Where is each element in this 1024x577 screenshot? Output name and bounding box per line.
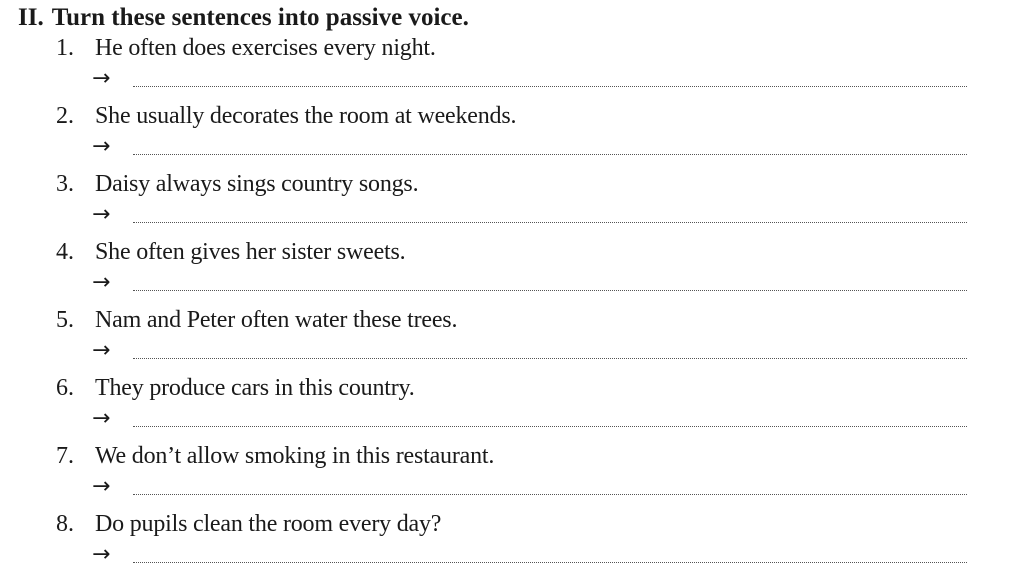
arrow-icon: → [92,134,111,159]
exercise-item-6 [0,373,1024,441]
item-sentence: They produce cars in this country. [95,375,415,401]
answer-line[interactable] [133,426,967,427]
exercise-item-1 [0,33,1024,101]
answer-line[interactable] [133,562,967,563]
answer-line[interactable] [133,494,967,495]
answer-line[interactable] [133,222,967,223]
arrow-icon: → [92,66,111,91]
arrow-icon: → [92,542,111,567]
exercise-item-7 [0,441,1024,509]
item-sentence: She usually decorates the room at weekends. [95,103,517,129]
answer-line[interactable] [133,358,967,359]
item-number: 8. [56,511,74,537]
item-sentence: Nam and Peter often water these trees. [95,307,458,333]
item-sentence: Do pupils clean the room every day? [95,511,442,537]
section-heading [18,2,469,34]
arrow-icon: → [92,270,111,295]
exercise-item-5 [0,305,1024,373]
answer-line[interactable] [133,86,967,87]
arrow-icon: → [92,338,111,363]
item-number: 2. [56,103,74,129]
item-sentence: She often gives her sister sweets. [95,239,406,265]
exercise-item-4 [0,237,1024,305]
arrow-icon: → [92,474,111,499]
arrow-icon: → [92,406,111,431]
exercise-item-8 [0,509,1024,577]
item-sentence: We don’t allow smoking in this restaurant. [95,443,495,469]
item-number: 4. [56,239,74,265]
item-number: 3. [56,171,74,197]
item-number: 5. [56,307,74,333]
answer-line[interactable] [133,290,967,291]
item-number: 1. [56,35,74,61]
section-number: II. [18,4,44,31]
arrow-icon: → [92,202,111,227]
item-number: 7. [56,443,74,469]
answer-line[interactable] [133,154,967,155]
exercise-item-3 [0,169,1024,237]
item-sentence: Daisy always sings country songs. [95,171,419,197]
item-number: 6. [56,375,74,401]
exercise-item-2 [0,101,1024,169]
section-instruction: Turn these sentences into passive voice. [51,4,469,31]
item-sentence: He often does exercises every night. [95,35,436,61]
